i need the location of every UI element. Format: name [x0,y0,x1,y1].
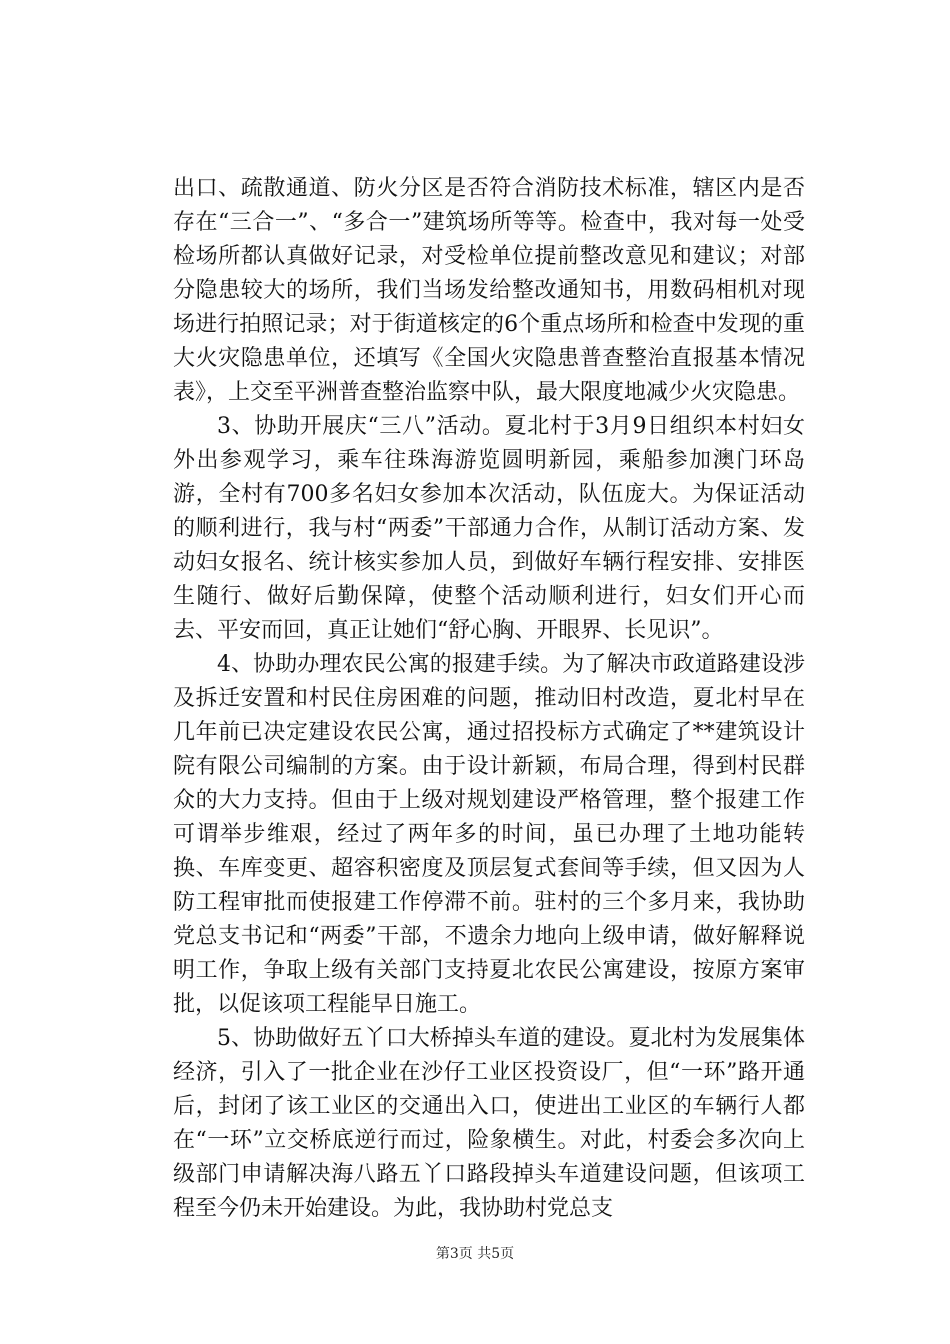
page-footer: 第3页 共5页 [435,1246,515,1262]
document-body [173,172,805,1226]
paragraph-continuation: 出口、疏散通道、防火分区是否符合消防技术标准，辖区内是否存在“三合一”、“多合一”建筑场所等等。检查中，我对每一处受检场所都认真做好记录，对受检单位提前整改意见和建议；对部分隐患较大的场所，我们当场发给整改通知书，用数码相机对现场进行拍照记录；对于街道核定的6个重点场所和检查中发现的重大火灾隐患单位，还填写《全国火灾隐患普查整治直报基本情况表》，上交至平洲普查整治监察中队，最大限度地减少火灾隐患。 [173,176,805,405]
paragraph-item-4: 4、协助办理农民公寓的报建手续。为了解决市政道路建设涉及拆迁安置和村民住房困难的问题，推动旧村改造，夏北村早在几年前已决定建设农民公寓，通过招投标方式确定了**建筑设计院有限公司编制的方案。由于设计新颖，布局合理，得到村民群众的大力支持。但由于上级对规划建设严格管理，整个报建工作可谓举步维艰，经过了两年多的时间，虽已办理了土地功能转换、车库变更、超容积密度及顶层复式套间等手续，但又因为人防工程审批而使报建工作停滞不前。驻村的三个多月来，我协助党总支书记和“两委”干部，不遗余力地向上级申请，做好解释说明工作，争取上级有关部门支持夏北农民公寓建设，按原方案审批，以促该项工程能早日施工。 [173,652,805,1017]
paragraph-item-3: 3、协助开展庆“三八”活动。夏北村于3月9日组织本村妇女外出参观学习，乘车往珠海游览圆明新园，乘船参加澳门环岛游，全村有700多名妇女参加本次活动，队伍庞大。为保证活动的顺利进行，我与村“两委”干部通力合作，从制订活动方案、发动妇女报名、统计核实参加人员，到做好车辆行程安排、安排医生随行、做好后勤保障，使整个活动顺利进行，妇女们开心而去、平安而回，真正让她们“舒心胸、开眼界、长见识”。 [173,414,805,643]
paragraph-item-5: 5、协助做好五丫口大桥掉头车道的建设。夏北村为发展集体经济，引入了一批企业在沙仔工业区投资设厂，但“一环”路开通后，封闭了该工业区的交通出入口，使进出工业区的车辆行人都在“一环”立交桥底逆行而过，险象横生。对此，村委会多次向上级部门申请解决海八路五丫口路段掉头车道建设问题，但该项工程至今仍未开始建设。为此，我协助村党总支 [173,1026,805,1221]
